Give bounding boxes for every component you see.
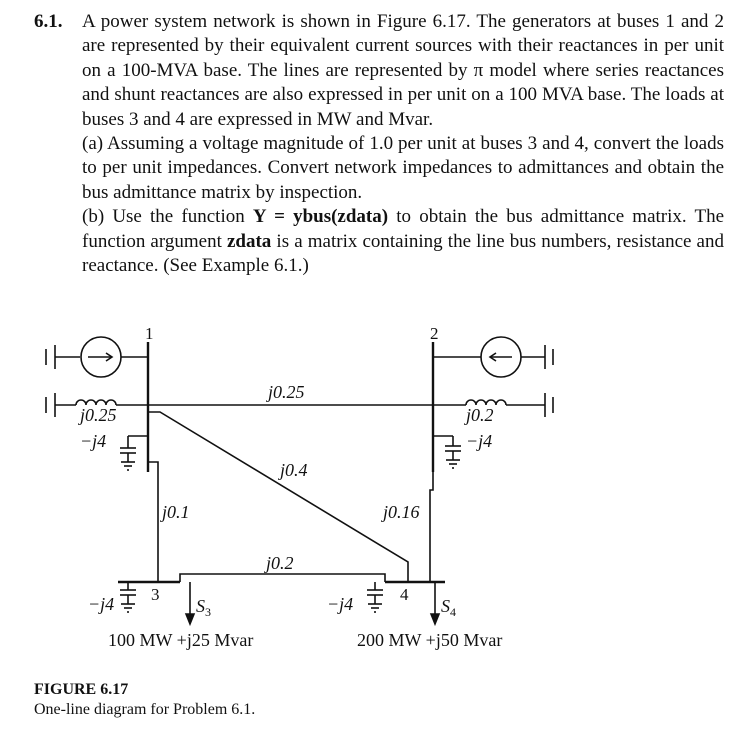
part-b-function: Y = ybus(zdata): [252, 206, 389, 228]
shunt-1-label: −j4: [80, 431, 107, 451]
line-1-2-label: j0.25: [268, 382, 305, 402]
shunt-4-label: −j4: [327, 594, 354, 614]
generator-2: [433, 337, 553, 377]
figure-title: FIGURE 6.17: [34, 681, 129, 698]
figure-caption: [34, 680, 255, 720]
line-3-4: [180, 574, 385, 582]
gen-1-reactance-label: j0.25: [80, 405, 117, 425]
load-3-symbol: [196, 596, 211, 619]
bus-3-label: 3: [151, 585, 160, 604]
shunt-3-label: −j4: [88, 594, 115, 614]
part-b-argument: zdata: [226, 230, 272, 252]
load-4-value: 200 MW +j50 Mvar: [357, 630, 503, 650]
load-3-sub: 3: [205, 605, 211, 619]
line-2-4: [430, 472, 433, 582]
shunt-cap-1: [120, 436, 148, 470]
shunt-cap-3: [120, 582, 136, 612]
shunt-cap-4: [367, 582, 383, 612]
one-line-diagram: [0, 318, 734, 680]
bus-4-label: 4: [400, 585, 409, 604]
problem-intro: A power system network is shown in Figure 6.17. The generators at buses 1 and 2 are represented by their equivalent current sources with their reactances in per unit on a 100-MVA base. The lines are represented by π model where series reactances and shunt reactances are also expressed in per unit on a 100 MVA base. The loads at buses 3 and 4 are expressed in MW and Mvar.: [82, 11, 724, 130]
line-1-3-label: j0.1: [162, 502, 190, 522]
load-3-arrow: [186, 582, 194, 624]
part-b-post: is a matrix containing the line bus numbers, resistance and reactance. (See Example 6.1.): [82, 230, 724, 277]
problem-part-a: (a) Assuming a voltage magnitude of 1.0 per unit at buses 3 and 4, convert the loads to per unit impedances. Convert network impedances to admittances and obtain the bus admittance matrix by inspection.: [82, 133, 724, 203]
problem-part-b: [82, 205, 724, 278]
shunt-2-label: −j4: [466, 431, 493, 451]
shunt-cap-2: [433, 436, 461, 468]
load-4-sub: 4: [450, 605, 456, 619]
problem-text: [82, 10, 724, 278]
load-4-symbol: [441, 596, 456, 619]
load-3-value: 100 MW +j25 Mvar: [108, 630, 254, 650]
load-4-name: S: [441, 596, 450, 616]
problem-number: 6.1.: [34, 11, 63, 32]
bus-2-label: 2: [430, 324, 439, 343]
load-4-arrow: [431, 582, 439, 624]
generator-1: [46, 337, 148, 377]
bus-1-label: 1: [145, 324, 154, 343]
figure-description: One-line diagram for Problem 6.1.: [34, 701, 256, 718]
line-1-3: [148, 462, 158, 582]
part-b-pre: (b) Use the function: [82, 206, 253, 228]
line-1-4-label: j0.4: [280, 460, 308, 480]
line-2-4-label: j0.16: [383, 502, 420, 522]
part-b-mid: to obtain the bus admittance matrix. The function argument: [82, 206, 725, 252]
load-3-name: S: [196, 596, 205, 616]
gen-2-reactance-label: j0.2: [466, 405, 494, 425]
line-3-4-label: j0.2: [266, 553, 294, 573]
